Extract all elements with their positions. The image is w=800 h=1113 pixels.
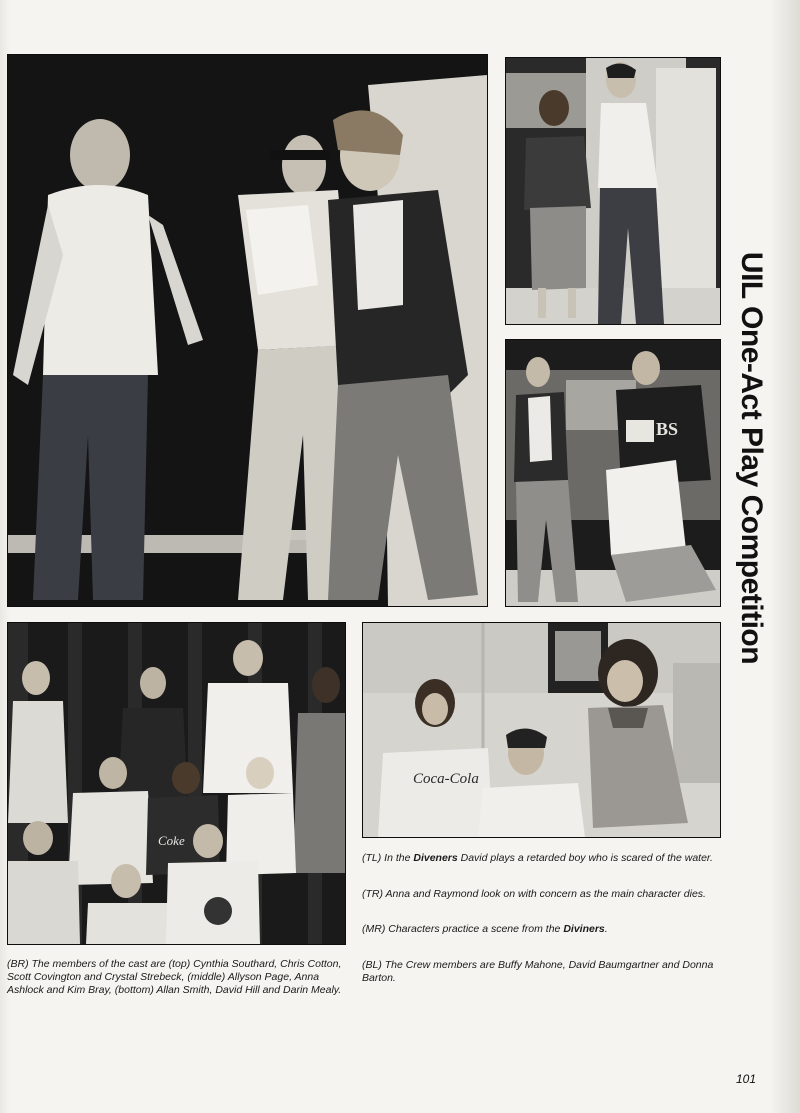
caption-mr-prefix: (MR) Characters practice a scene from the <box>362 923 564 935</box>
caption-mr <box>362 923 722 936</box>
photo-crew-members-image <box>363 623 720 837</box>
photo-stage-scene-image <box>8 55 487 606</box>
page-title <box>733 205 769 710</box>
photo-rehearsal-scene <box>505 339 721 607</box>
photo-two-characters-image <box>506 58 720 324</box>
svg-text:Coca-Cola: Coca-Cola <box>413 771 479 787</box>
caption-bl-text: (BL) The Crew members are Buffy Mahone, David Baumgartner and Donna Barton. <box>362 959 714 984</box>
caption-tr-text: (TR) Anna and Raymond look on with concern as the main character dies. <box>362 888 706 900</box>
svg-text:BS: BS <box>656 419 679 439</box>
page-number: 101 <box>736 1072 757 1086</box>
page-title-text: UIL One-Act Play Competition <box>735 251 768 664</box>
photo-crew-members <box>362 622 721 838</box>
caption-mr-bold: Diviners <box>563 923 605 935</box>
caption-tl-prefix: (TL) In the <box>362 852 414 864</box>
caption-tl-suffix: David plays a retarded boy who is scared of the water. <box>457 852 713 864</box>
svg-text:Coke: Coke <box>158 833 185 848</box>
photo-two-characters <box>505 57 721 325</box>
caption-tl-bold: Diveners <box>413 852 458 864</box>
caption-br-text: (BR) The members of the cast are (top) Cynthia Southard, Chris Cotton, Scott Covington and Crystal Strebeck, (middle) Allyson Page, Anna Ashlock and Kim Bray, (bottom) Allan Smith, David Hill and Darin Mealy. <box>7 958 342 996</box>
photo-stage-scene <box>7 54 488 607</box>
caption-tl <box>362 852 722 865</box>
caption-mr-suffix: . <box>604 923 608 935</box>
photo-rehearsal-scene-image <box>506 340 720 606</box>
photo-cast-group <box>7 622 346 945</box>
caption-br <box>7 958 347 997</box>
photo-cast-group-image <box>8 623 345 944</box>
caption-tr <box>362 888 722 901</box>
caption-bl <box>362 959 722 985</box>
